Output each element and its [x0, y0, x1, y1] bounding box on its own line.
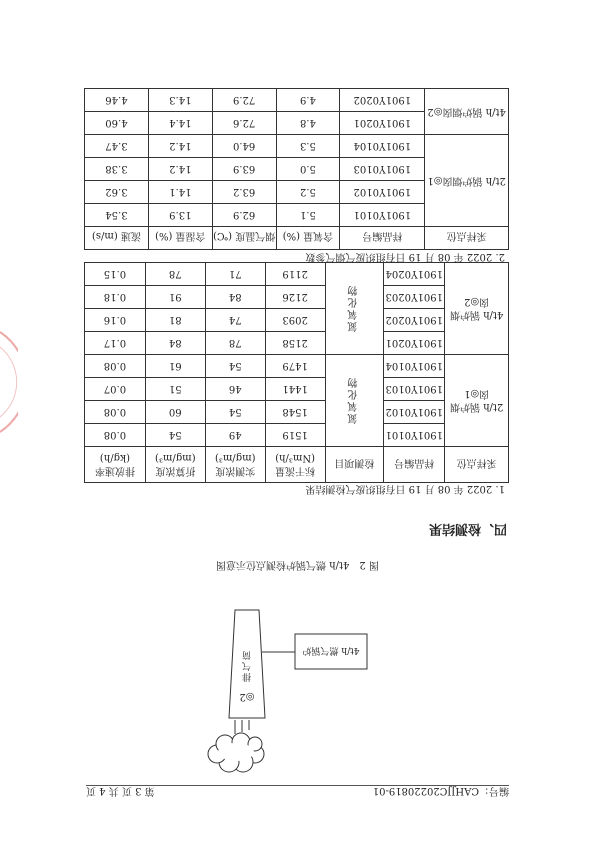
emission-results-table [84, 262, 509, 483]
converted-conc-cell: 78 [145, 263, 205, 286]
sample-id-cell: 1901Y0201 [340, 112, 425, 135]
measured-conc-cell: 74 [205, 309, 265, 332]
moisture-cell: 14.2 [148, 158, 212, 181]
sample-id-cell: 1901Y0104 [384, 355, 445, 378]
flow-cell: 1441 [265, 378, 325, 401]
header-cell: 折算浓度 (mg/m³) [145, 447, 205, 483]
measured-conc-cell: 84 [205, 286, 265, 309]
boiler-label: 4t/h 燃气锅炉 [302, 645, 360, 655]
table-header-row [85, 447, 509, 483]
emission-rate-cell: 0.07 [85, 378, 146, 401]
measured-conc-cell: 78 [205, 332, 265, 355]
converted-conc-cell: 51 [145, 378, 205, 401]
sample-id-cell: 1901Y0203 [384, 286, 445, 309]
flow-cell: 1548 [265, 401, 325, 424]
flow-cell: 2158 [265, 332, 325, 355]
converted-conc-cell: 81 [145, 309, 205, 332]
measured-conc-cell: 49 [205, 424, 265, 447]
header-cell: 标干流量 (Nm³/h) [265, 447, 325, 483]
temperature-cell: 63.9 [212, 158, 276, 181]
moisture-cell: 14.4 [148, 112, 212, 135]
test-item-cell: 氮氧化物 [325, 263, 384, 355]
converted-conc-cell: 54 [145, 424, 205, 447]
flow-cell: 2119 [265, 263, 325, 286]
table-row [85, 112, 509, 135]
table-row [85, 332, 509, 355]
header-cell: 流速 (m/s) [85, 227, 149, 250]
emission-rate-cell: 0.08 [85, 401, 146, 424]
velocity-cell: 4.60 [85, 112, 149, 135]
sample-id-cell: 1901Y0101 [384, 424, 445, 447]
header-cell: 样品编号 [340, 227, 425, 250]
emission-rate-cell: 0.08 [85, 424, 146, 447]
oxygen-cell: 5.0 [276, 158, 340, 181]
sample-id-cell: 1901Y0202 [384, 309, 445, 332]
measured-conc-cell: 46 [205, 378, 265, 401]
measured-conc-cell: 54 [205, 401, 265, 424]
table1-caption: 1. 2022 年 08 月 19 日有组织废气检测结果 [305, 483, 505, 494]
sampling-point-cell: 2t/h 锅炉烟囱◎1 [445, 355, 509, 447]
header-cell: 实测浓度 (mg/m³) [205, 447, 265, 483]
sample-id-cell: 1901Y0103 [384, 378, 445, 401]
point-marker: ◎2 [239, 691, 255, 702]
velocity-cell: 3.38 [85, 158, 149, 181]
page-info: 第 3 页 共 4 页 [86, 785, 155, 796]
temperature-cell: 72.6 [212, 112, 276, 135]
emission-rate-cell: 0.08 [85, 355, 146, 378]
temperature-cell: 72.9 [212, 89, 276, 112]
velocity-cell: 4.46 [85, 89, 149, 112]
oxygen-cell: 4.8 [276, 112, 340, 135]
temperature-cell: 63.2 [212, 181, 276, 204]
header-cell: 排放速率 (kg/h) [85, 447, 146, 483]
sample-id-cell: 1901Y0102 [340, 181, 425, 204]
test-item-cell: 氮氧化物 [325, 355, 384, 447]
temperature-cell: 64.0 [212, 135, 276, 158]
converted-conc-cell: 91 [145, 286, 205, 309]
oxygen-cell: 5.2 [276, 181, 340, 204]
oxygen-cell: 4.9 [276, 89, 340, 112]
moisture-cell: 14.2 [148, 135, 212, 158]
header-cell: 含氧量 (%) [276, 227, 340, 250]
sample-id-cell: 1901Y0102 [384, 401, 445, 424]
converted-conc-cell: 61 [145, 355, 205, 378]
flow-cell: 2093 [265, 309, 325, 332]
sample-id-cell: 1901Y0104 [340, 135, 425, 158]
stack-label: 排气筒 [243, 649, 253, 682]
header-cell: 含湿量 (%) [148, 227, 212, 250]
smoke-cloud-icon [208, 733, 264, 772]
table-row [85, 424, 509, 447]
sample-id-cell: 1901Y0101 [340, 204, 425, 227]
header-cell: 样品编号 [384, 447, 445, 483]
flow-cell: 2126 [265, 286, 325, 309]
flow-cell: 1479 [265, 355, 325, 378]
flue-arrow [235, 720, 249, 734]
header-cell: 烟气温度 (℃) [212, 227, 276, 250]
section-title: 四、检测结果 [428, 521, 507, 536]
sampling-point-cell: 2t/h 锅炉烟囱◎1 [425, 135, 509, 227]
oxygen-cell: 5.3 [276, 135, 340, 158]
converted-conc-cell: 84 [145, 332, 205, 355]
sampling-point-cell: 4t/h 锅炉烟囱◎2 [445, 263, 509, 355]
emission-rate-cell: 0.15 [85, 263, 146, 286]
red-seal-stamp [0, 322, 18, 442]
measured-conc-cell: 71 [205, 263, 265, 286]
emission-rate-cell: 0.18 [85, 286, 146, 309]
diagram-caption: 图 2 4t/h 燃气锅炉检测点位示意图 [216, 559, 379, 570]
emission-rate-cell: 0.16 [85, 309, 146, 332]
report-number: 编号：CAHJJC20220819-01 [372, 785, 509, 796]
velocity-cell: 3.54 [85, 204, 149, 227]
flow-cell: 1519 [265, 424, 325, 447]
sample-id-cell: 1901Y0103 [340, 158, 425, 181]
flue-gas-params-table [84, 88, 509, 250]
converted-conc-cell: 60 [145, 401, 205, 424]
sample-id-cell: 1901Y0201 [384, 332, 445, 355]
temperature-cell: 62.9 [212, 204, 276, 227]
monitoring-point-diagram [0, 542, 595, 842]
sampling-point-cell: 4t/h 锅炉烟囱◎2 [425, 89, 509, 135]
sample-id-cell: 1901Y0204 [384, 263, 445, 286]
header-cell: 采样点位 [445, 447, 509, 483]
oxygen-cell: 5.1 [276, 204, 340, 227]
table-header-row [85, 227, 509, 250]
table-row [85, 204, 509, 227]
moisture-cell: 14.1 [148, 181, 212, 204]
emission-rate-cell: 0.17 [85, 332, 146, 355]
velocity-cell: 3.62 [85, 181, 149, 204]
measured-conc-cell: 54 [205, 355, 265, 378]
table2-caption: 2. 2022 年 08 月 19 日有组织废气烟气参数 [305, 251, 505, 262]
sample-id-cell: 1901Y0202 [340, 89, 425, 112]
header-cell: 采样点位 [425, 227, 509, 250]
moisture-cell: 13.9 [148, 204, 212, 227]
header-cell: 检测项目 [325, 447, 384, 483]
velocity-cell: 3.47 [85, 135, 149, 158]
moisture-cell: 14.3 [148, 89, 212, 112]
